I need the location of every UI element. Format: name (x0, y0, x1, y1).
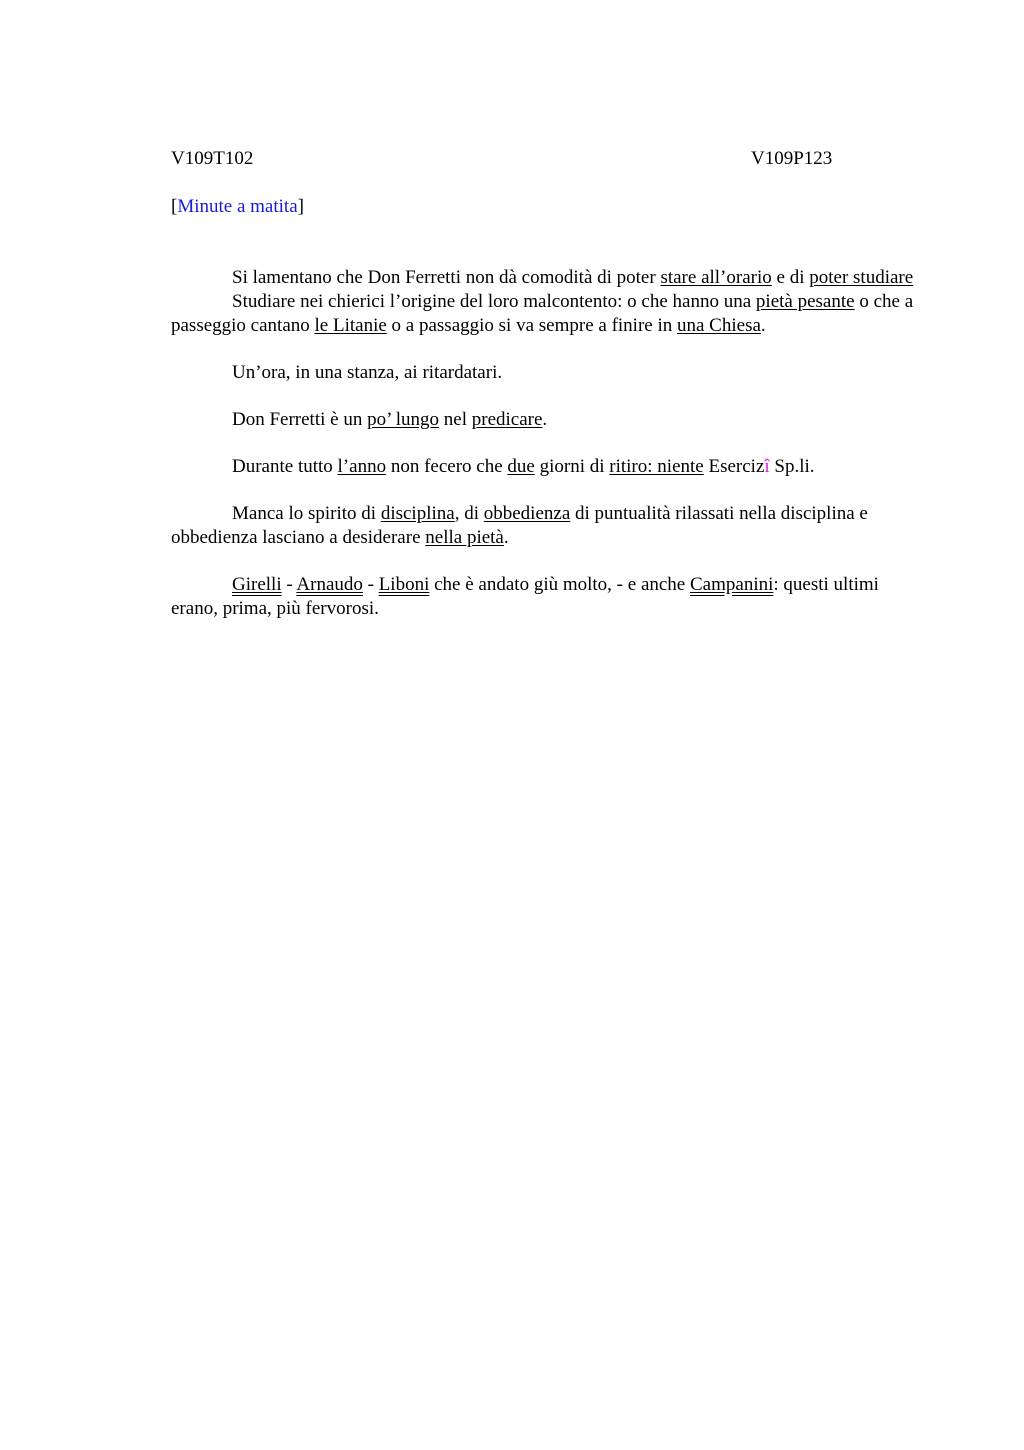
underlined-text: poter studiare (809, 267, 914, 288)
underlined-text: le Litanie (314, 315, 387, 336)
double-underlined-name: Girelli (232, 574, 282, 595)
underlined-text: nella pietà (425, 527, 504, 548)
text-run: Sp.li. (769, 456, 815, 477)
text-run: o che a passeggio cantano (171, 291, 914, 336)
underlined-text: pietà pesante (755, 291, 855, 312)
text-run: nel (439, 409, 472, 430)
text-run: . (760, 315, 766, 336)
double-underlined-name: Campanini (690, 574, 774, 595)
text-run: Durante tutto (232, 456, 338, 477)
paragraph-2 (171, 290, 927, 338)
underlined-text: ritiro: niente (609, 456, 704, 477)
document-code-left: V109T102 (171, 148, 254, 169)
text-run: Eserciz (703, 456, 765, 477)
text-run: . (542, 409, 548, 430)
paragraph-1 (171, 266, 927, 290)
paragraph-7 (171, 573, 927, 621)
underlined-text: stare all’orario (660, 267, 772, 288)
bracket-open: [ (171, 196, 178, 217)
document-page (171, 0, 931, 1450)
text-run: di puntualità rilassati nella disciplina e obbedienza lasciano a desiderare (171, 503, 868, 548)
text-run: non fecero che (386, 456, 508, 477)
bracket-close: ] (297, 196, 304, 217)
underlined-text: predicare (471, 409, 543, 430)
editorial-mark: î (764, 456, 770, 477)
text-run: . (503, 527, 509, 548)
text-run: Don Ferretti è un (232, 409, 368, 430)
underlined-text: disciplina (380, 503, 455, 524)
paragraph-3 (171, 361, 927, 385)
text-run: e di (771, 267, 810, 288)
double-underlined-name: Liboni (378, 574, 430, 595)
text-run: o a passaggio si va sempre a finire in (386, 315, 677, 336)
text-run: che è andato giù molto, - e anche (429, 574, 690, 595)
underlined-text: l’anno (337, 456, 387, 477)
text-run: Un’ora, in una stanza, ai ritardatari. (232, 362, 503, 383)
text-run: - (362, 574, 379, 595)
text-run: Studiare nei chierici l’origine del loro malcontento: o che hanno una (232, 291, 756, 312)
text-run: Manca lo spirito di (232, 503, 381, 524)
text-run: : questi ultimi erano, prima, più fervorosi. (171, 574, 879, 619)
text-run: giorni di (534, 456, 610, 477)
text-run: Si lamentano che Don Ferretti non dà comodità di poter (232, 267, 661, 288)
underlined-text: po’ lungo (367, 409, 440, 430)
paragraph-6 (171, 502, 927, 550)
text-run: - (281, 574, 297, 595)
underlined-text: una Chiesa (677, 315, 761, 336)
document-code-right: V109P123 (751, 148, 833, 169)
text-run: , di (454, 503, 484, 524)
double-underlined-name: Arnaudo (296, 574, 363, 595)
pencil-note-label (171, 196, 304, 218)
document-body (171, 266, 927, 621)
underlined-text: obbedienza (483, 503, 571, 524)
paragraph-5 (171, 455, 927, 479)
underlined-text: due (507, 456, 535, 477)
paragraph-4 (171, 408, 927, 432)
note-text: Minute a matita (177, 196, 298, 217)
